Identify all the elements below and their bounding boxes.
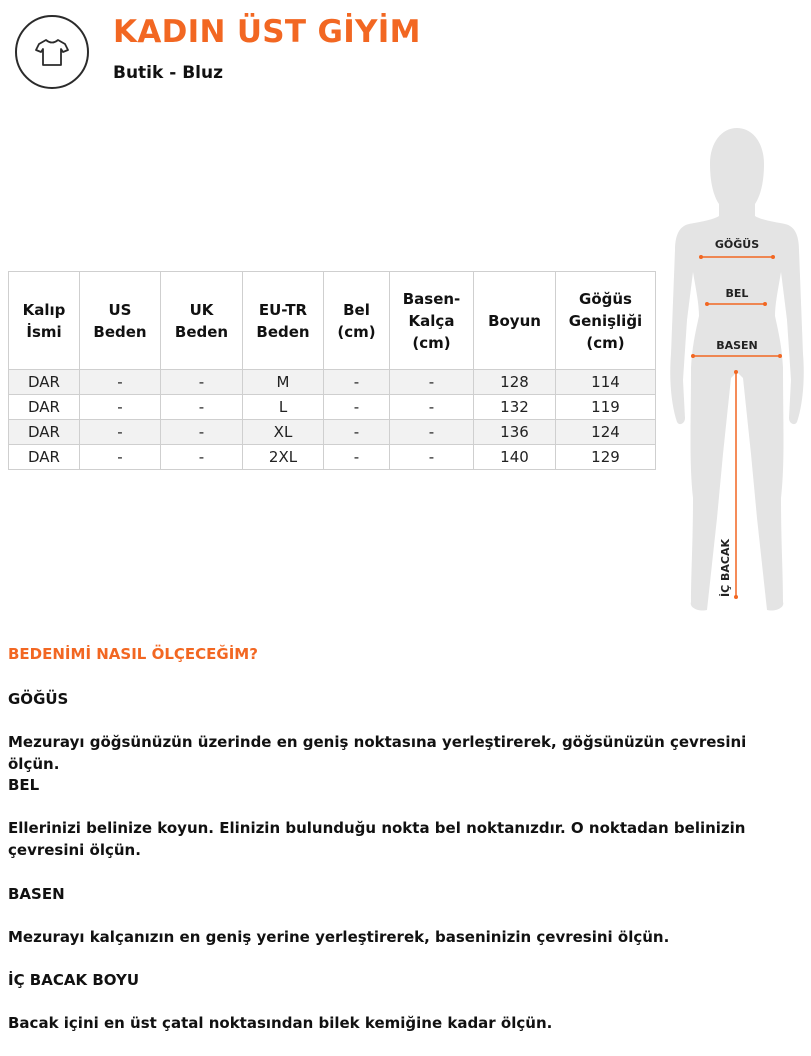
table-cell: -: [324, 420, 390, 445]
guide-text: Ellerinizi belinize koyun. Elinizin bulunduğu nokta bel noktanızdır. O noktadan belinizin çevresini ölçün.: [8, 819, 746, 859]
column-header-line: Boyun: [488, 311, 541, 330]
table-cell: -: [161, 395, 243, 420]
waist-right-dot: [763, 302, 767, 306]
column-header-line: İsmi: [26, 322, 62, 341]
chest-label: GÖĞÜS: [714, 238, 760, 251]
tshirt-icon: [35, 37, 69, 67]
tshirt-logo: [15, 15, 89, 89]
table-cell: -: [161, 370, 243, 395]
column-header-line: Genişliği: [568, 311, 643, 330]
table-cell: -: [80, 395, 161, 420]
table-cell: DAR: [9, 370, 80, 395]
hip-left-dot: [691, 354, 695, 358]
body-measurement-figure: [665, 122, 811, 622]
column-header-line: Basen-: [402, 289, 461, 308]
table-cell: L: [243, 395, 324, 420]
guide-title: BEDENİMİ NASIL ÖLÇECEĞİM?: [8, 645, 258, 663]
table-cell: -: [324, 370, 390, 395]
table-row: [9, 445, 656, 470]
table-header-row: [9, 272, 656, 370]
table-cell: 136: [474, 420, 556, 445]
table-cell: DAR: [9, 420, 80, 445]
chest-left-dot: [699, 255, 703, 259]
column-header: [324, 272, 390, 370]
waist-left-dot: [705, 302, 709, 306]
column-header-line: Beden: [256, 322, 310, 341]
table-body: [9, 370, 656, 470]
table-row: [9, 420, 656, 445]
hip-label: BASEN: [716, 339, 758, 352]
table-cell: 129: [556, 445, 656, 470]
table-cell: 124: [556, 420, 656, 445]
guide-text: Bacak içini en üst çatal noktasından bilek kemiğine kadar ölçün.: [8, 1014, 553, 1032]
table-cell: 2XL: [243, 445, 324, 470]
body-silhouette: [670, 128, 804, 611]
column-header: [474, 272, 556, 370]
guide-heading: İÇ BACAK BOYU: [8, 971, 140, 989]
table-cell: 132: [474, 395, 556, 420]
page-title: KADIN ÜST GİYİM: [113, 14, 421, 50]
table-cell: -: [390, 420, 474, 445]
guide-text: Mezurayı kalçanızın en geniş yerine yerleştirerek, baseninizin çevresini ölçün.: [8, 928, 670, 946]
table-cell: -: [324, 395, 390, 420]
column-header-line: Kalıp: [22, 300, 66, 319]
column-header-line: (cm): [412, 333, 451, 352]
table-cell: -: [161, 420, 243, 445]
column-header-line: Beden: [93, 322, 147, 341]
table-cell: DAR: [9, 445, 80, 470]
column-header: [9, 272, 80, 370]
guide-heading: GÖĞÜS: [8, 690, 69, 708]
table-row: [9, 370, 656, 395]
table-cell: -: [324, 445, 390, 470]
table-cell: 128: [474, 370, 556, 395]
table-cell: DAR: [9, 395, 80, 420]
table-cell: 119: [556, 395, 656, 420]
table-cell: -: [80, 445, 161, 470]
column-header-line: UK: [189, 300, 214, 319]
column-header: [556, 272, 656, 370]
column-header-line: EU-TR: [258, 300, 308, 319]
table-cell: -: [390, 395, 474, 420]
column-header-line: Göğüs: [579, 289, 632, 308]
inseam-top-dot: [734, 370, 738, 374]
column-header-line: Beden: [174, 322, 229, 341]
column-header: [161, 272, 243, 370]
guide-heading: BASEN: [8, 885, 65, 903]
column-header: [80, 272, 161, 370]
table-cell: -: [390, 445, 474, 470]
page-subtitle: Butik - Bluz: [113, 63, 223, 83]
table-row: [9, 395, 656, 420]
inseam-bottom-dot: [734, 595, 738, 599]
column-header: [243, 272, 324, 370]
hip-right-dot: [778, 354, 782, 358]
table-cell: M: [243, 370, 324, 395]
table-cell: -: [390, 370, 474, 395]
table-cell: -: [80, 370, 161, 395]
inseam-label: İÇ BACAK: [719, 538, 732, 597]
chest-right-dot: [771, 255, 775, 259]
table-cell: 140: [474, 445, 556, 470]
table-cell: XL: [243, 420, 324, 445]
table-cell: 114: [556, 370, 656, 395]
column-header-line: Bel: [343, 300, 370, 319]
column-header: [390, 272, 474, 370]
column-header-line: (cm): [586, 333, 625, 352]
table-cell: -: [161, 445, 243, 470]
guide-text: Mezurayı göğsünüzün üzerinde en geniş noktasına yerleştirerek, göğsünüzün çevresini ölçün.: [8, 733, 747, 773]
column-header-line: US: [108, 300, 132, 319]
guide-heading: BEL: [8, 776, 40, 794]
size-table: [8, 271, 656, 470]
table-cell: -: [80, 420, 161, 445]
waist-label: BEL: [725, 287, 749, 300]
column-header-line: (cm): [337, 322, 376, 341]
column-header-line: Kalça: [408, 311, 455, 330]
